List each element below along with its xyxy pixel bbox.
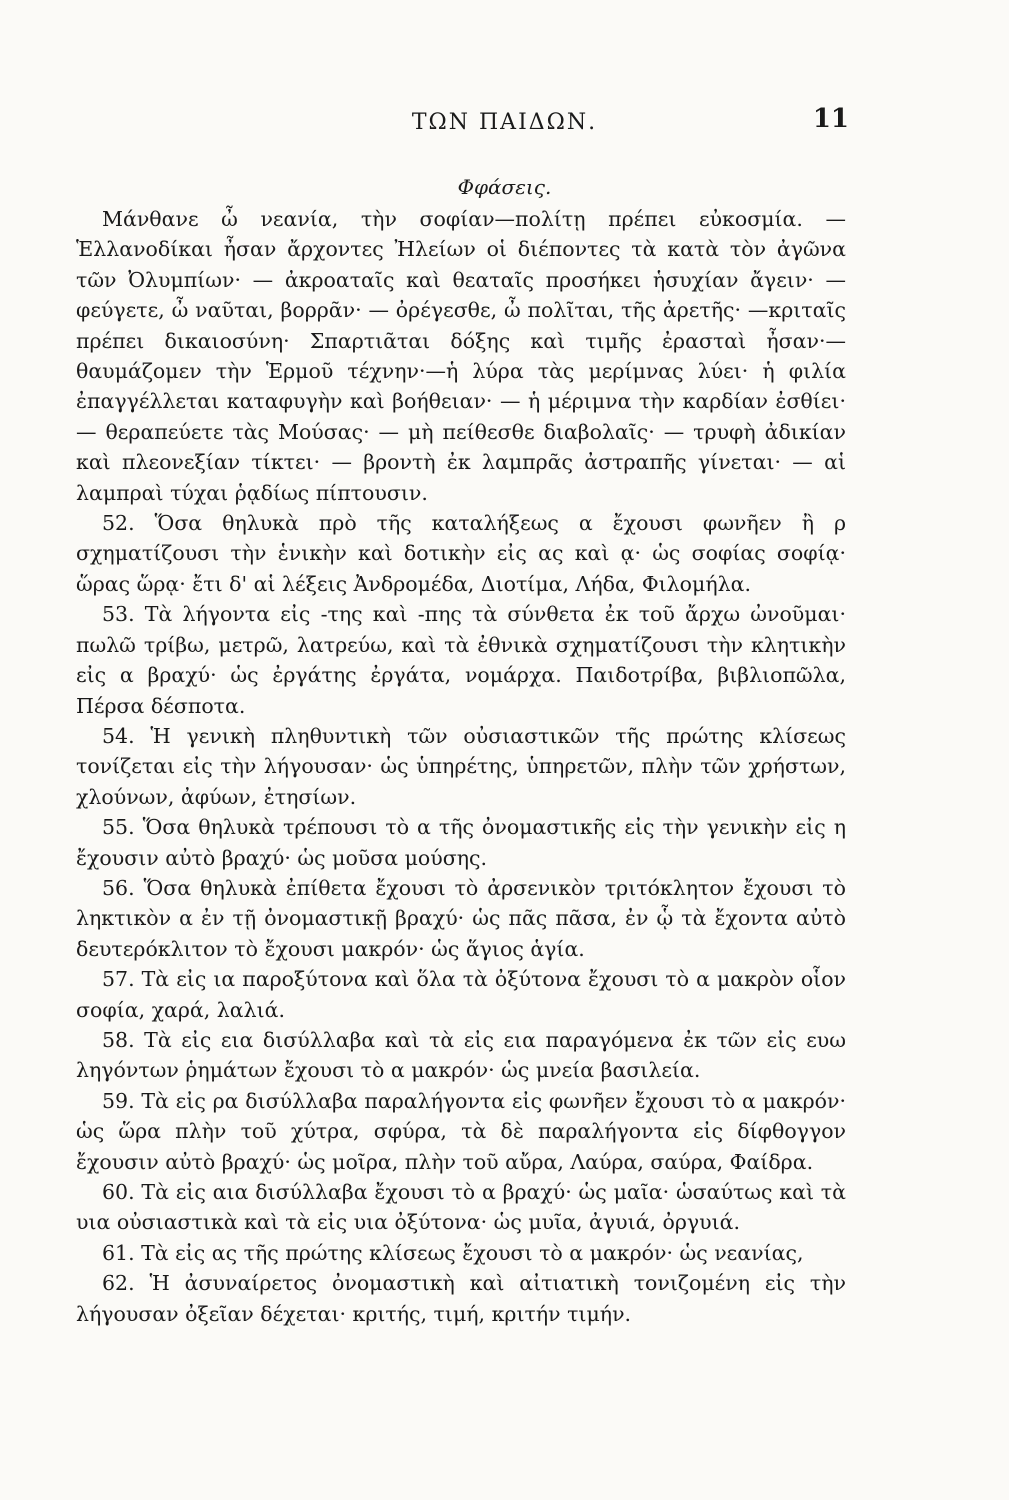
section-heading: Φφάσεις. [457, 175, 552, 199]
body-text [76, 204, 846, 1329]
rule-52: 52. Ὅσα θηλυκὰ πρὸ τῆς καταλήξεως α ἔχουσι φωνῆεν ἢ ρ σχηματίζουσι τὴν ἑνικὴν καὶ δοτικὴν εἰς ας καὶ ᾳ· ὡς σοφίας σοφίᾳ· ὥρας ὥρᾳ· ἔτι δ' αἱ λέξεις Ἀνδρομέδα, Διοτίμα, Λήδα, Φιλομήλα. [76, 511, 846, 596]
rule-61: 61. Τὰ εἰς ας τῆς πρώτης κλίσεως ἔχουσι τὸ α μακρόν· ὡς νεανίας, [102, 1240, 804, 1265]
page-number: 11 [812, 104, 849, 134]
rule-53: 53. Τὰ λήγοντα εἰς -της καὶ -πης τὰ σύνθετα ἐκ τοῦ ἄρχω ὠνοῦμαι· πωλῶ τρίβω, μετρῶ, λατρεύω, καὶ τὰ ἐθνικὰ σχηματίζουσι τὴν κλητικὴν εἰς α βραχύ· ὡς ἐργάτης ἐργάτα, νομάρχα. Παιδοτρίβα, βιβλιοπῶλα, Πέρσα δέσποτα. [76, 602, 846, 718]
rule-57: 57. Τὰ εἰς ια παροξύτονα καὶ ὅλα τὰ ὀξύτονα ἔχουσι τὸ α μακρὸν οἷον σοφία, χαρά, λαλιά. [76, 967, 846, 1022]
rule-58: 58. Τὰ εἰς εια δισύλλαβα καὶ τὰ εἰς εια παραγόμενα ἐκ τῶν εἰς ευω ληγόντων ῥημάτων ἔχουσι τὸ α μακρόν· ὡς μνεία βασιλεία. [76, 1027, 846, 1083]
rule-56: 56. Ὅσα θηλυκὰ ἐπίθετα ἔχουσι τὸ ἀρσενικὸν τριτόκλητον ἔχουσι τὸ ληκτικὸν α ἐν τῇ ὀνομαστικῇ βραχύ· ὡς πᾶς πᾶσα, ἐν ᾧ τὰ ἔχοντα αὐτὸ δευτερόκλιτον τὸ ἔχουσι μακρόν· ὡς ἅγιος ἁγία. [76, 875, 846, 961]
rule-62: 62. Ἡ ἀσυναίρετος ὀνομαστικὴ καὶ αἰτιατικὴ τονιζομένη εἰς τὴν λήγουσαν ὀξεῖαν δέχεται· κριτής, τιμή, κριτήν τιμήν. [76, 1271, 846, 1326]
rule-60: 60. Τὰ εἰς αια δισύλλαβα ἔχουσι τὸ α βραχύ· ὡς μαῖα· ὡσαύτως καὶ τὰ υια οὐσιαστικὰ καὶ τὰ εἰς υια ὀξύτονα· ὡς μυῖα, ἀγυιά, ὀργυιά. [76, 1180, 846, 1235]
paragraph-phrases: Μάνθανε ὦ νεανία, τὴν σοφίαν—πολίτῃ πρέπει εὐκοσμία. —Ἑλλανοδίκαι ἦσαν ἄρχοντες Ἠλείων οἱ διέποντες τὰ κατὰ τὸν ἀγῶνα τῶν Ὀλυμπίων· — ἀκροαταῖς καὶ θεαταῖς προσήκει ἡσυχίαν ἄγειν· —φεύγετε, ὦ ναῦται, βορρᾶν· — ὀρέγεσθε, ὦ πολῖται, τῆς ἀρετῆς· —κριταῖς πρέπει δικαιοσύνη· Σπαρτιᾶται δόξης καὶ τιμῆς ἐρασταὶ ἦσαν·—θαυμάζομεν τὴν Ἑρμοῦ τέχνην·—ἡ λύρα τὰς μερίμνας λύει· ἡ φιλία ἐπαγγέλλεται καταφυγὴν καὶ βοήθειαν· — ἡ μέριμνα τὴν καρδίαν ἐσθίει· — θεραπεύετε τὰς Μούσας· — μὴ πείθεσθε διαβολαῖς· — τρυφὴ ἀδικίαν καὶ πλεονεξίαν τίκτει· — βροντὴ ἐκ λαμπρᾶς ἀστραπῆς γίνεται· — αἱ λαμπραὶ τύχαι ῥᾳδίως πίπτουσιν. [76, 207, 846, 505]
running-header: ΤΩΝ ΠΑΙΔΩΝ. [411, 110, 598, 135]
rule-55: 55. Ὅσα θηλυκὰ τρέπουσι τὸ α τῆς ὀνομαστικῆς εἰς τὴν γενικὴν εἰς η ἔχουσιν αὐτὸ βραχύ· ὡς μοῦσα μούσης. [76, 815, 846, 870]
rule-54: 54. Ἡ γενικὴ πληθυντικὴ τῶν οὐσιαστικῶν τῆς πρώτης κλίσεως τονίζεται εἰς τὴν λήγουσαν· ὡς ὑπηρέτης, ὑπηρετῶν, πλὴν τῶν χρήστων, χλούνων, ἀφύων, ἐτησίων. [76, 723, 846, 809]
rule-59: 59. Τὰ εἰς ρα δισύλλαβα παραλήγοντα εἰς φωνῆεν ἔχουσι τὸ α μακρόν· ὡς ὥρα πλὴν τοῦ χύτρα, σφύρα, τὰ δὲ παραλήγοντα εἰς δίφθογγον ἔχουσιν αὐτὸ βραχύ· ὡς μοῖρα, πλὴν τοῦ αὔρα, Λαύρα, σαύρα, Φαίδρα. [76, 1088, 846, 1174]
